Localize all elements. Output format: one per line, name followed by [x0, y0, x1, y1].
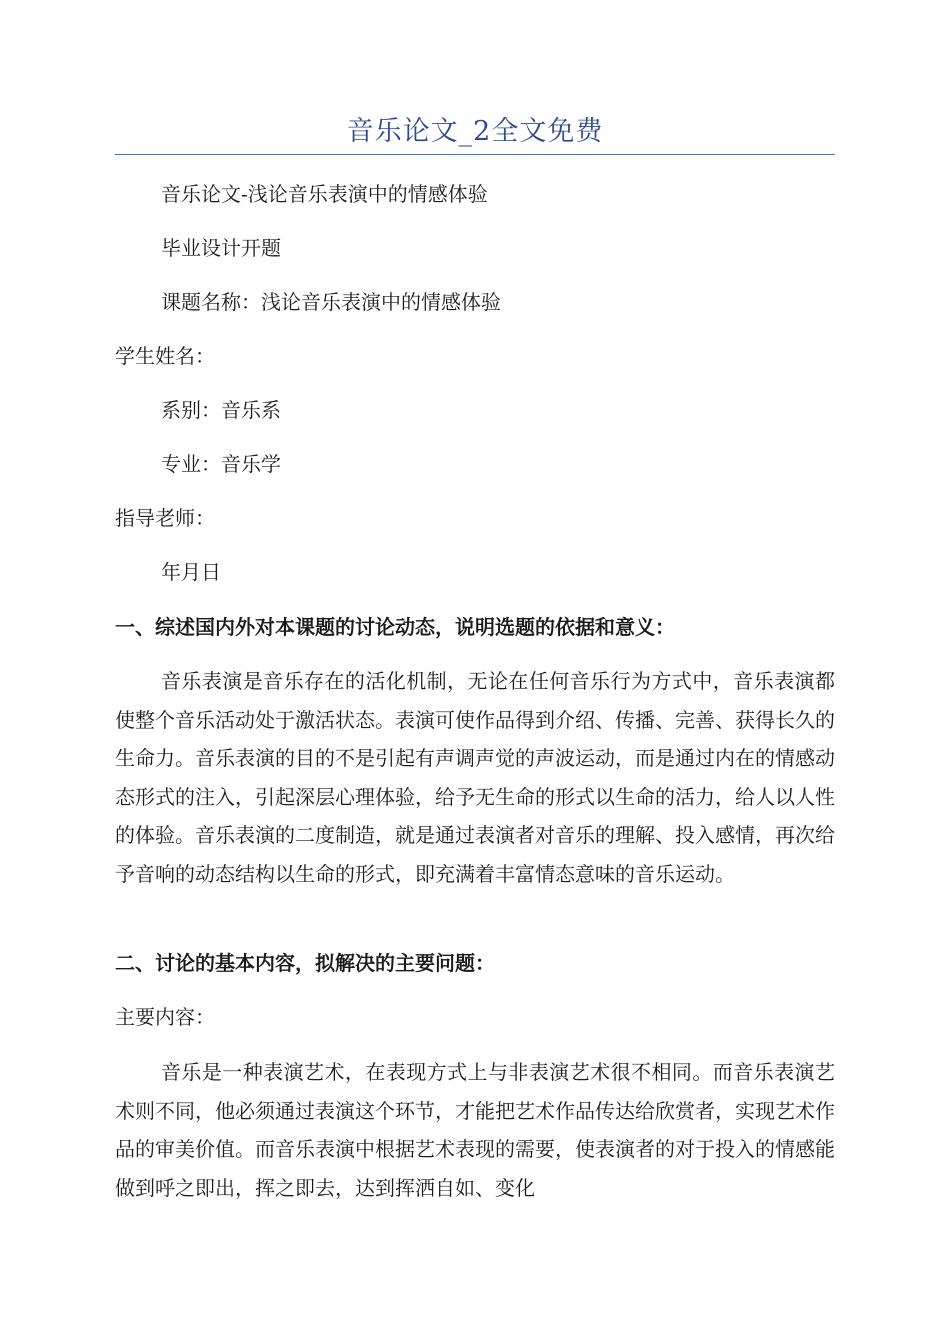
section2-label: 主要内容： [115, 1005, 215, 1029]
date-line: 年月日 [161, 560, 221, 584]
section2-paragraph: 音乐是一种表演艺术，在表现方式上与非表演艺术很不相同。而音乐表演艺术则不同，他必须通过表演这个环节，才能把艺术作品传达给欣赏者，实现艺术作品的审美价值。而音乐表演中根据艺术表现的需要，使表演者的对于投入的情感能做到呼之即出，挥之即去，达到挥洒自如、变化 [115, 1060, 835, 1200]
section1-heading: 一、综述国内外对本课题的讨论动态，说明选题的依据和意义： [115, 615, 675, 639]
department-line: 系别：音乐系 [161, 398, 281, 422]
advisor-line: 指导老师： [115, 506, 215, 530]
student-name-line: 学生姓名： [115, 344, 215, 368]
subtitle-line: 音乐论文-浅论音乐表演中的情感体验 [161, 182, 488, 206]
section2-heading: 二、讨论的基本内容，拟解决的主要问题： [115, 951, 495, 975]
title-divider [115, 154, 835, 155]
section1-paragraph: 音乐表演是音乐存在的活化机制，无论在任何音乐行为方式中，音乐表演都使整个音乐活动处于激活状态。表演可使作品得到介绍、传播、完善、获得长久的生命力。音乐表演的目的不是引起有声调声觉的声波运动，而是通过内在的情感动态形式的注入，引起深层心理体验，给予无生命的形式以生命的活力，给人以人性的体验。音乐表演的二度制造，就是通过表演者对音乐的理解、投入感情，再次给予音响的动态结构以生命的形式，即充满着丰富情态意味的音乐运动。 [115, 669, 835, 886]
opening-line: 毕业设计开题 [161, 236, 281, 260]
major-line: 专业：音乐学 [161, 452, 281, 476]
topic-line: 课题名称：浅论音乐表演中的情感体验 [161, 290, 501, 314]
document-title: 音乐论文_2全文免费 [346, 116, 604, 147]
